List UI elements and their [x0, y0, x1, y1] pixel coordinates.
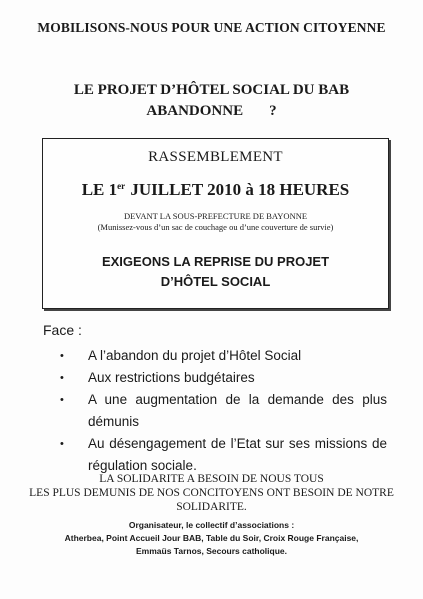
event-demand-line-2: D’HÔTEL SOCIAL: [160, 274, 271, 289]
grievance-list: [42, 345, 387, 477]
list-item: [42, 345, 387, 367]
event-demand: [43, 252, 388, 292]
organizer-line-3: Emmaüs Tarnos, Secours catholique.: [136, 546, 287, 556]
headline: MOBILISONS-NOUS POUR UNE ACTION CITOYENNE: [37, 20, 386, 35]
event-date-prefix: LE 1: [81, 180, 118, 199]
event-date-rest: JUILLET 2010 à 18 HEURES: [126, 180, 350, 199]
organizer-line-2: Atherbea, Point Accueil Jour BAB, Table du Soir, Croix Rouge Française,: [64, 533, 359, 543]
list-item-text: A une augmentation de la demande des plus démunis: [88, 392, 387, 429]
event-location: [43, 211, 388, 233]
event-date: [43, 180, 388, 200]
bullet-icon: •: [60, 350, 64, 362]
event-heading: RASSEMBLEMENT: [148, 149, 283, 165]
page-title: [0, 80, 423, 122]
event-demand-line-1: EXIGEONS LA REPRISE DU PROJET: [101, 254, 330, 269]
title-line-1: LE PROJET D’HÔTEL SOCIAL DU BAB: [73, 82, 350, 98]
list-item: [42, 433, 387, 455]
bullet-icon: •: [60, 372, 64, 384]
list-item-text: Au désengagement de l’Etat sur ses missions de: [88, 436, 387, 451]
list-item: [42, 389, 387, 433]
title-abandonne: ABANDONNE: [146, 103, 244, 119]
title-line-2: [0, 101, 423, 122]
list-item-text: Aux restrictions budgétaires: [88, 370, 255, 385]
event-location-line: DEVANT LA SOUS-PREFECTURE DE BAYONNE: [123, 211, 308, 221]
solidarity-message: [0, 472, 423, 514]
title-question-mark: ?: [269, 103, 277, 119]
list-item-text: régulation sociale.: [88, 458, 197, 473]
organizer-line-1: Organisateur, le collectif d’associations :: [128, 520, 295, 530]
solidarity-line-1: LA SOLIDARITE A BESOIN DE NOUS TOUS: [99, 473, 324, 485]
organizer-block: [0, 519, 423, 558]
list-item: [42, 367, 387, 389]
solidarity-line-3: SOLIDARITE.: [176, 501, 247, 513]
event-location-note: (Munissez-vous d’un sac de couchage ou d’une couverture de survie): [97, 222, 334, 232]
bullet-icon: •: [60, 394, 64, 406]
event-box: [42, 138, 389, 309]
event-date-sup: er: [117, 181, 126, 191]
face-label: Face :: [43, 322, 82, 338]
list-item-text: A l’abandon du projet d’Hôtel Social: [88, 348, 302, 363]
bullet-icon: •: [60, 438, 64, 450]
solidarity-line-2: LES PLUS DEMUNIS DE NOS CONCITOYENS ONT BESOIN DE NOTRE: [29, 487, 394, 499]
